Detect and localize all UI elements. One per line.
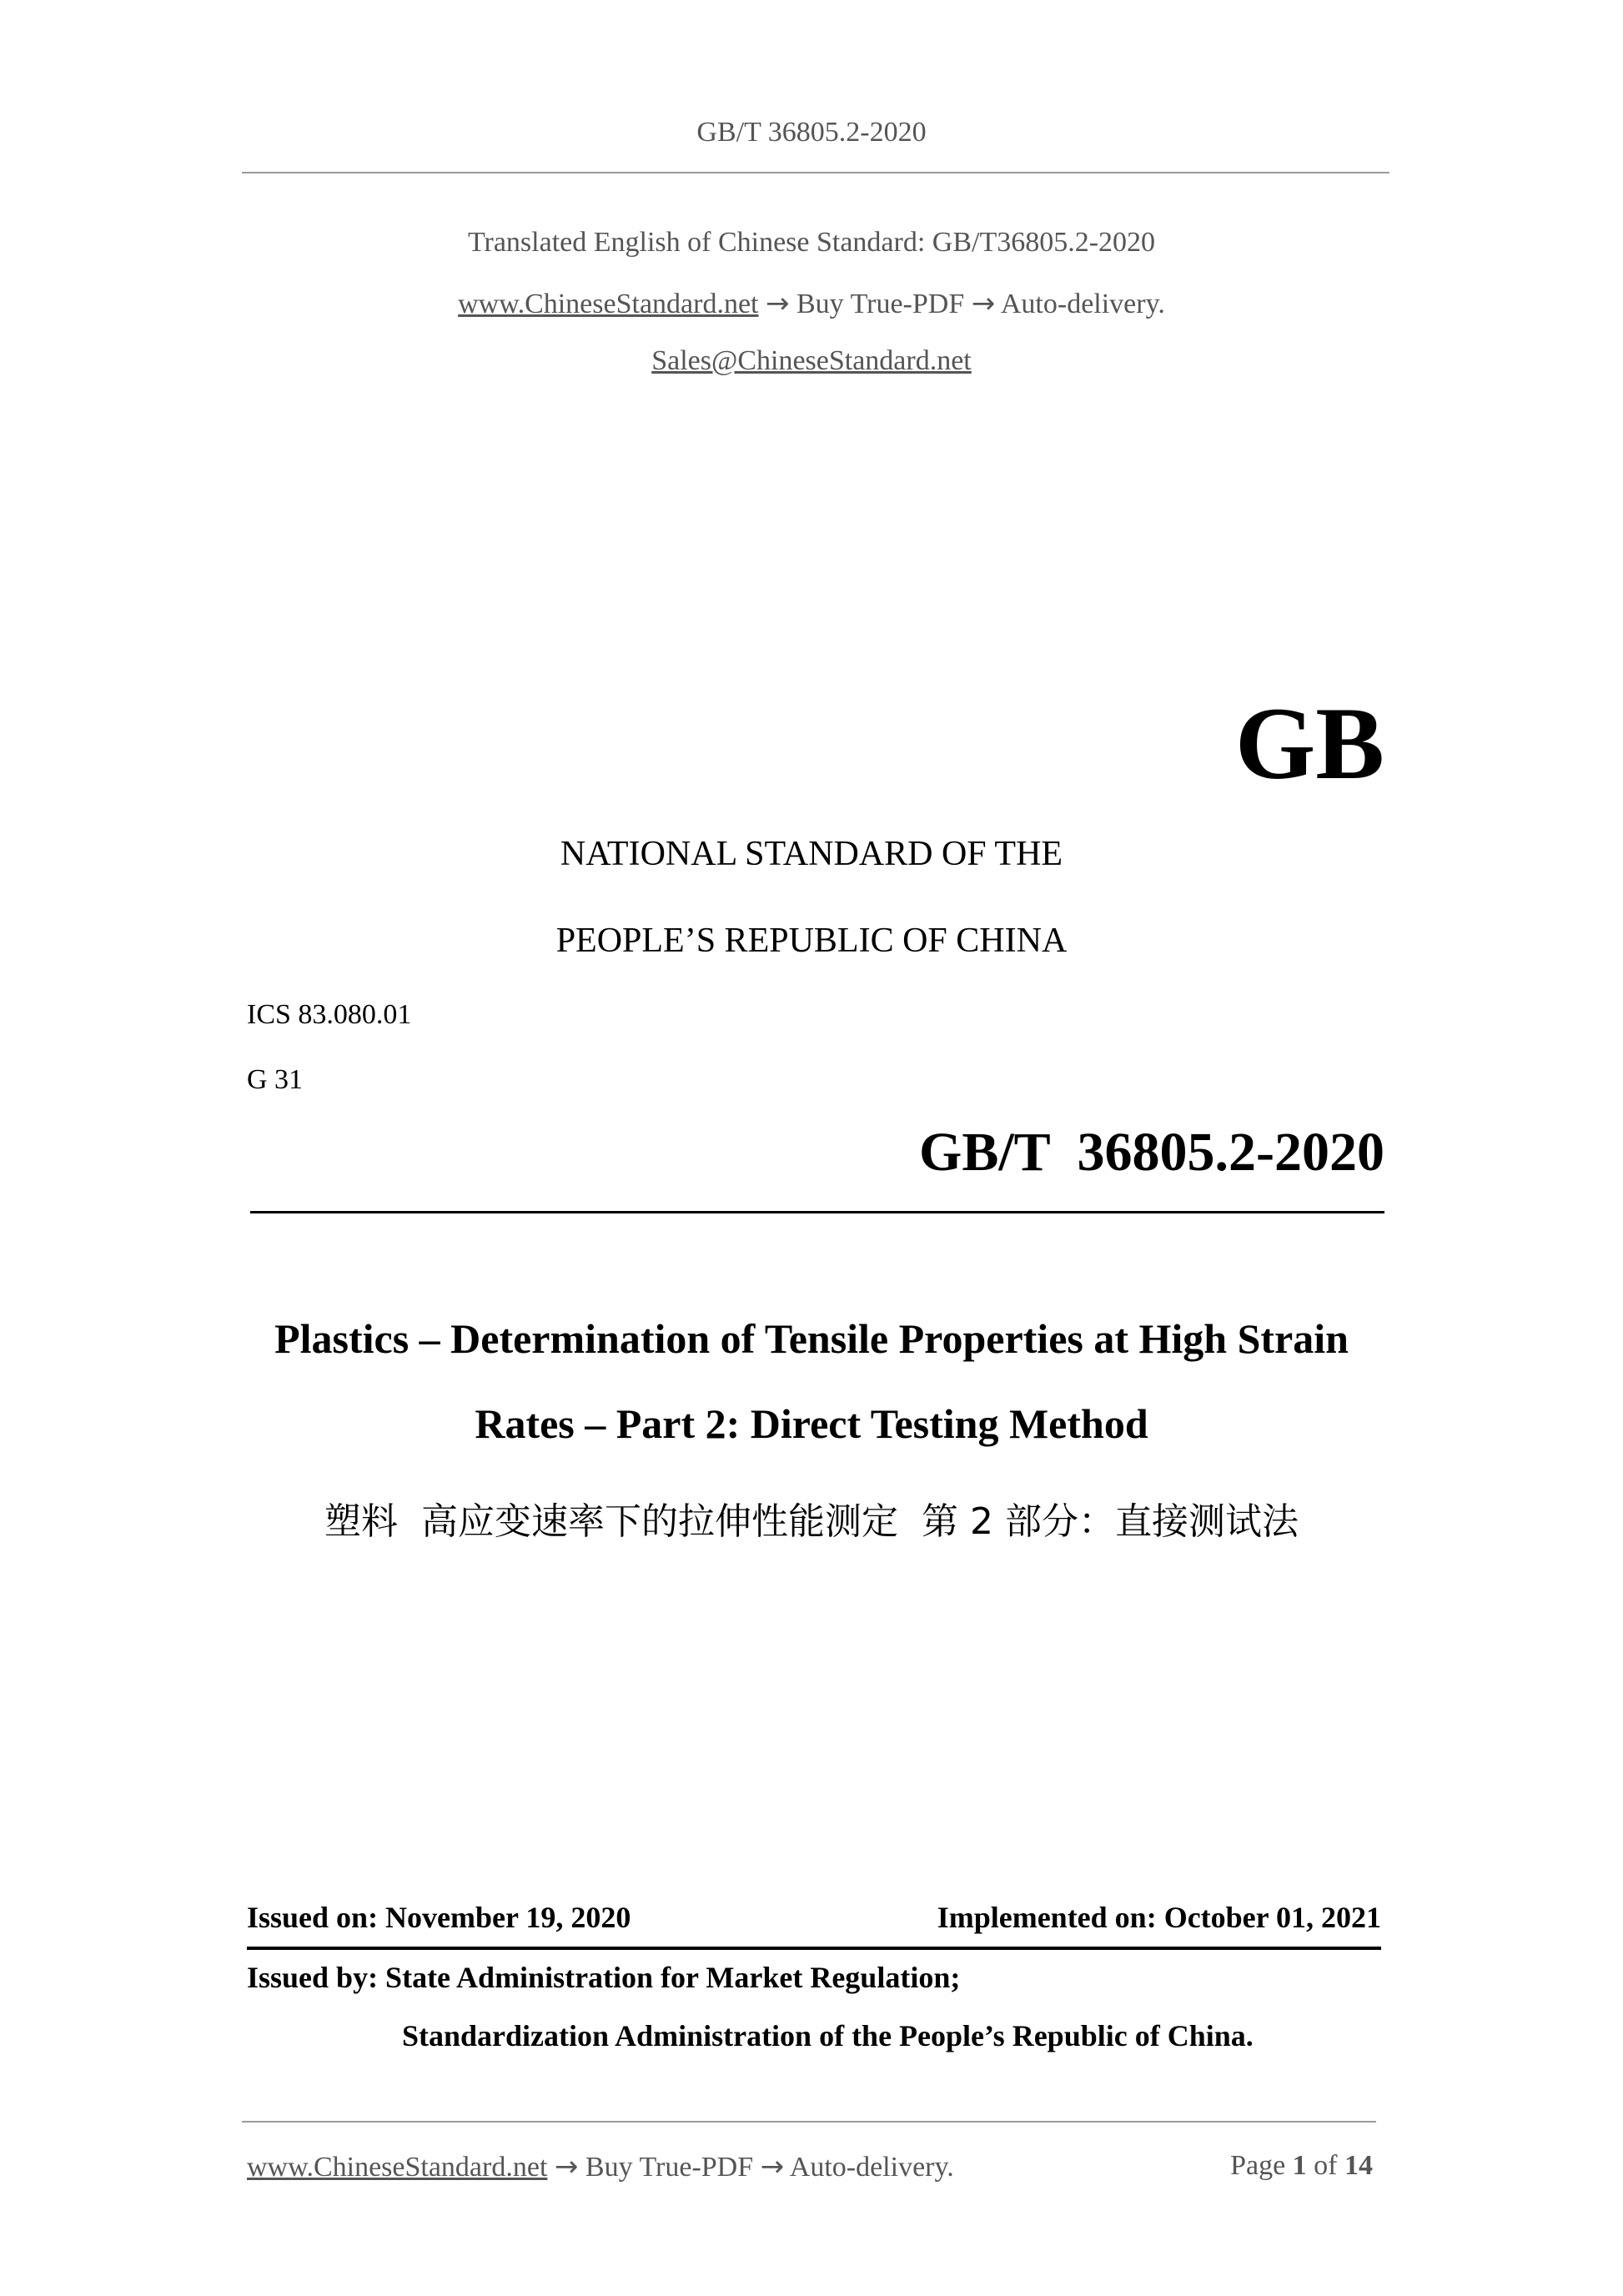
footer-site-link[interactable]: www.ChineseStandard.net — [247, 2152, 548, 2183]
footer-rule — [242, 2121, 1376, 2123]
sales-email-link[interactable]: Sales@ChineseStandard.net — [651, 345, 972, 376]
of-label: of — [1314, 2150, 1338, 2181]
issued-by-line2: Standardization Administration of the People’s Republic of China. — [402, 2019, 1254, 2052]
title-english-line2: Rates – Part 2: Direct Testing Method — [475, 1400, 1148, 1447]
page-number: 1 — [1292, 2150, 1307, 2181]
page-label: Page — [1230, 2150, 1286, 2181]
footer-buy-text: Buy True-PDF — [585, 2152, 754, 2183]
implemented-on: Implemented on: October 01, 2021 — [937, 1901, 1381, 1934]
header-rule — [242, 172, 1389, 173]
title-chinese: 塑料 高应变速率下的拉伸性能测定 第 2 部分：直接测试法 — [324, 1500, 1299, 1543]
page-indicator — [1230, 2150, 1373, 2182]
right-arrow-icon: → — [971, 287, 996, 320]
delivery-text: Auto-delivery. — [1000, 289, 1165, 319]
national-standard-line1: NATIONAL STANDARD OF THE — [560, 835, 1063, 873]
right-arrow-icon: → — [766, 287, 790, 320]
buy-text: Buy True-PDF — [796, 289, 965, 319]
title-rule — [250, 1211, 1384, 1213]
footer-delivery-text: Auto-delivery. — [789, 2152, 954, 2183]
page-total: 14 — [1344, 2150, 1373, 2181]
gb-logo: GB — [1234, 686, 1384, 801]
right-arrow-icon: → — [554, 2150, 579, 2183]
footer-purchase-line — [247, 2150, 954, 2183]
running-header: GB/T 36805.2-2020 — [696, 117, 927, 148]
issue-rule — [247, 1947, 1381, 1950]
ccs-code: G 31 — [247, 1064, 304, 1095]
issued-by-line1: Issued by: State Administration for Market Regulation; — [247, 1961, 961, 1994]
national-standard-line2: PEOPLE’S REPUBLIC OF CHINA — [555, 922, 1068, 960]
standard-number: GB/T 36805.2-2020 — [918, 1122, 1384, 1183]
sales-email-line — [0, 345, 1623, 377]
title-english-line1: Plastics – Determination of Tensile Properties at High Strain — [274, 1315, 1349, 1362]
translation-notice: Translated English of Chinese Standard: GB/T36805.2-2020 — [467, 227, 1156, 258]
site-link[interactable]: www.ChineseStandard.net — [458, 289, 759, 319]
purchase-line — [0, 287, 1623, 320]
ics-code: ICS 83.080.01 — [247, 999, 412, 1030]
right-arrow-icon: → — [760, 2150, 785, 2183]
issued-on: Issued on: November 19, 2020 — [247, 1901, 631, 1934]
